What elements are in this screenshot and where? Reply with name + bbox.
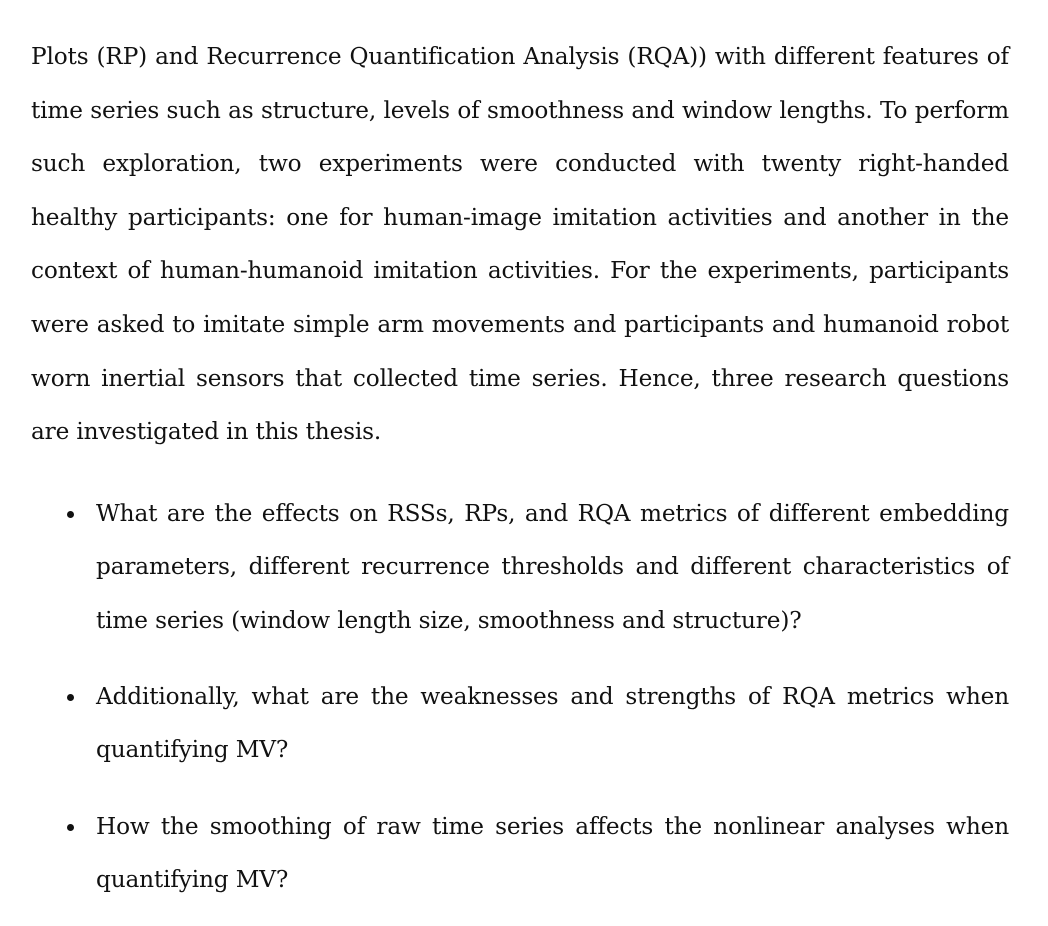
document-page — [31, 30, 1009, 907]
research-question-item — [31, 487, 1009, 648]
research-question-text: How the smoothing of raw time series affects the nonlinear analyses when quantifying MV? — [96, 812, 1009, 894]
research-question-text: What are the effects on RSSs, RPs, and RQA metrics of different embedding parameters, different recurrence thresholds and different characteristics of time series (window length size, smoothness and structure)? — [96, 499, 1009, 634]
research-questions-list — [31, 487, 1009, 907]
bullet-icon — [67, 824, 74, 831]
intro-paragraph: Plots (RP) and Recurrence Quantification Analysis (RQA)) with different features of time series such as structure, levels of smoothness and window lengths. To perform such exploration, two experiments were conducted with twenty right-handed healthy participants: one for human-image imitation activities and another in the context of human-humanoid imitation activities. For the experiments, participants were asked to imitate simple arm movements and participants and humanoid robot worn inertial sensors that collected time series. Hence, three research questions are investigated in this thesis. — [31, 43, 1009, 446]
bullet-icon — [67, 694, 74, 701]
research-question-item — [31, 800, 1009, 907]
bullet-icon — [67, 511, 74, 518]
research-question-text: Additionally, what are the weaknesses and strengths of RQA metrics when quantifying MV? — [96, 682, 1009, 764]
research-question-item — [31, 670, 1009, 777]
